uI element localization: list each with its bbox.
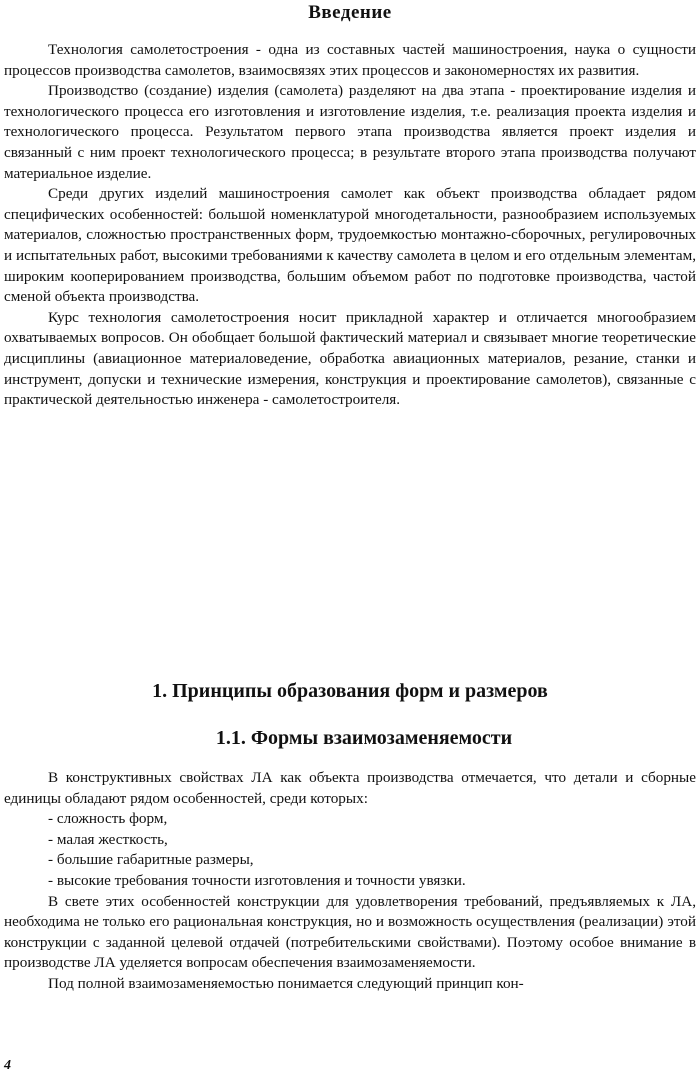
intro-paragraph-2: Производство (создание) изделия (самолета) разделяют на два этапа - проектирование изделия и технологического процесса его изготовления и изготовление изделия, т.е. реализация проекта изделия и технологического процесса. Результатом первого этапа производства является проект изделия и связанный с ним проект технологического процесса; в результате второго этапа производства получают материальное изделие. bbox=[4, 82, 696, 182]
intro-paragraph-1: Технология самолетостроения - одна из составных частей машиностроения, наука о сущности процессов производства самолетов, взаимосвязях этих процессов и закономерностях их развития. bbox=[4, 41, 696, 79]
intro-title: Введение bbox=[308, 2, 392, 23]
section-subheading: 1.1. Формы взаимозаменяемости bbox=[215, 727, 513, 749]
list-item: - большие габаритные размеры, bbox=[48, 851, 254, 869]
chapter-heading: 1. Принципы образования форм и размеров bbox=[152, 680, 548, 702]
section-text bbox=[4, 768, 696, 995]
list-item: - малая жесткость, bbox=[48, 830, 168, 848]
section-paragraph-3: Под полной взаимозаменяемостью понимается следующий принцип кон- bbox=[48, 974, 524, 992]
list-item: - высокие требования точности изготовления и точности увязки. bbox=[48, 871, 466, 889]
intro-text bbox=[4, 40, 696, 411]
intro-paragraph-4: Курс технология самолетостроения носит прикладной характер и отличается многообразием охватываемых вопросов. Он обобщает большой фактический материал и связывает многие теоретические дисциплины (авиационное материаловедение, обработка авиационных материалов, резание, станки и инструмент, допуски и технические измерения, конструкция и проектирование самолетов), связанные с практической деятельностью инженера - самолетостроителя. bbox=[4, 308, 696, 409]
section-lead-paragraph: В конструктивных свойствах ЛА как объекта производства отмечается, что детали и сборные единицы обладают рядом особенностей, среди которых: bbox=[4, 769, 696, 807]
list-item: - сложность форм, bbox=[48, 810, 168, 828]
intro-paragraph-3: Среди других изделий машиностроения самолет как объект производства обладает рядом специфических особенностей: большой номенклатурой многодетальности, разнообразием используемых материалов, сложностью пространственных форм, трудоемкостью монтажно-сборочных, регулировочных и испытательных работ, высокими требованиями к качеству самолета в целом и его отдельным элементам, широким кооперированием производства, большим объемом работ по подготовке производства, частой сменой объекта производства. bbox=[4, 185, 696, 306]
section-paragraph-2: В свете этих особенностей конструкции для удовлетворения требований, предъявляемых к ЛА, необходима не только его рациональная конструкция, но и возможность осуществления (реализации) этой конструкции с заданной целевой отдачей (потребительскими свойствами). Поэтому особое внимание в производстве ЛА уделяется вопросам обеспечения взаимозаменяемости. bbox=[4, 892, 696, 972]
page-number: 4 bbox=[4, 1058, 11, 1073]
